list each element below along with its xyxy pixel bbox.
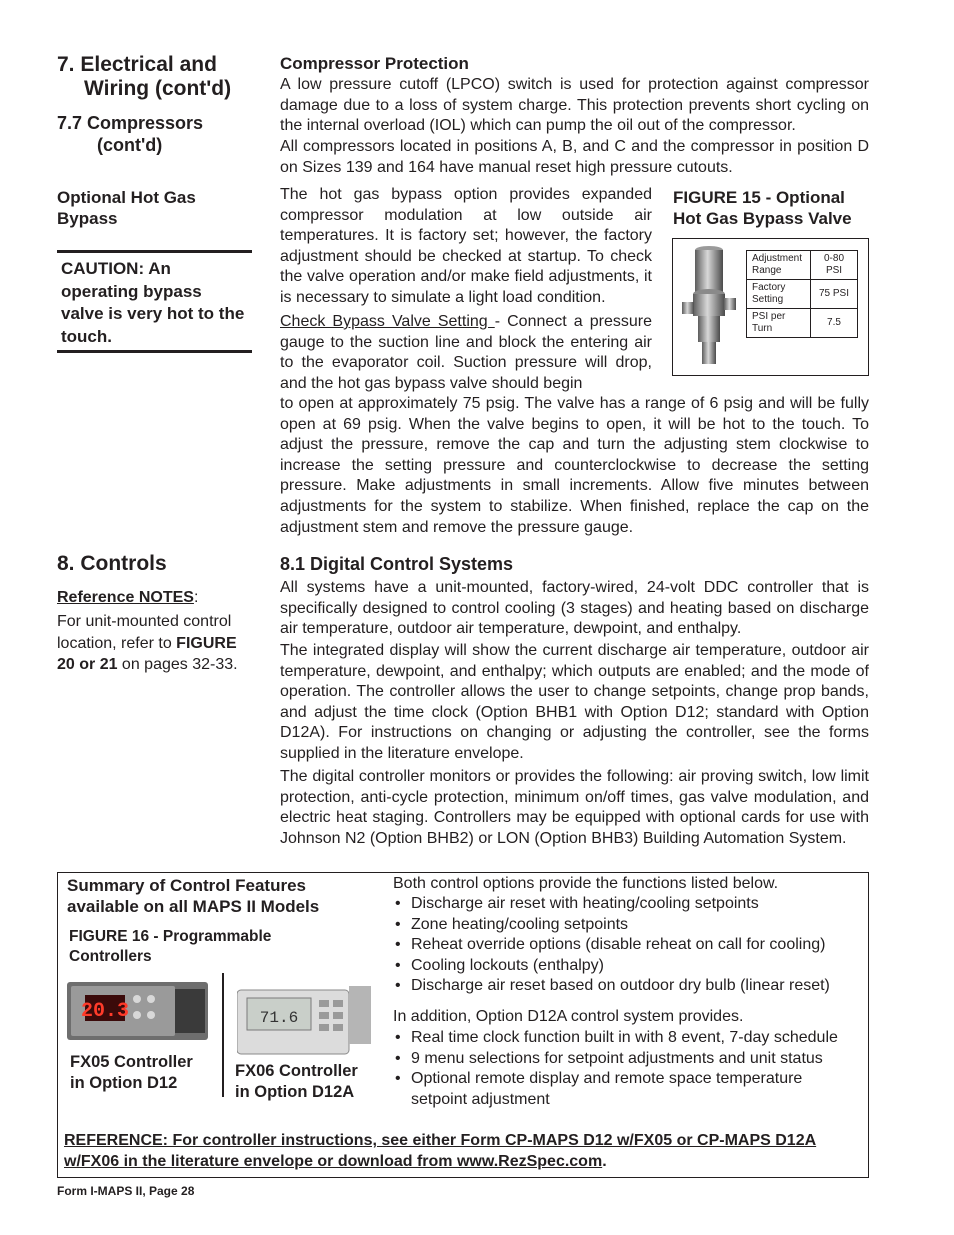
table-row: Adjustment Range 0-80 PSI (747, 251, 858, 280)
list-item: • Cooling lockouts (enthalpy) (393, 956, 863, 977)
d12a-intro: In addition, Option D12A control system provides. (393, 1008, 744, 1025)
list-item: • Zone heating/cooling setpoints (393, 915, 863, 936)
digital-control-para2: The integrated display will show the current discharge air temperature, outdoor air temperature, dewpoint, and enthalpy; which outputs are enabled; and the mode of operation. The controller allows the user to change setpoints, change prop bands, and adjust the time clock (Option BHB1 with Option D12; standard with Option D12A). For instructions on changing or adjusting the controller, see the forms supplied in the literature envelope. (280, 642, 869, 762)
controller-reference: REFERENCE: For controller instructions, see either Form CP-MAPS D12 w/FX05 or CP-MAPS D12A w/FX06 in the literature envelope or download from www.RezSpec.com. (64, 1132, 817, 1170)
caution-bottom-rule (57, 350, 252, 353)
hot-gas-bypass-para: The hot gas bypass option provides expanded compressor modulation at low outside air temperatures. It is factory set; however, the factory adjustment should be checked at startup. To check the valve operation and/or make field adjustments, it is necessary to simulate a light load condition. (280, 186, 652, 306)
rezspec-reference-link[interactable]: REFERENCE: For controller instructions, see either Form CP-MAPS D12 w/FX05 or CP-MAPS D12A w/FX06 in the literature envelope or download from www.RezSpec.com (64, 1132, 817, 1170)
digital-control-para3: The digital controller monitors or provides the following: air proving switch, low limit protection, anti-cycle protection, minimum on/off times, gas valve modulation, and electric heat staging. Controllers may be equipped with optional cards for use with Johnson N2 (Option BHB2) or LON (Option BHB3) Building Automation System. (280, 768, 869, 847)
list-item: • Real time clock function built in with 8 event, 7-day schedule (393, 1028, 853, 1049)
check-bypass-para: Check Bypass Valve Setting - Connect a pressure gauge to the suction line and block the entering air to the evaporator coil. Suction pressure will drop, and the hot gas bypass valve should begin (280, 313, 653, 392)
figure-15-spec-table (746, 250, 858, 338)
figure-15-title: FIGURE 15 - Optional Hot Gas Bypass Valve (673, 188, 852, 228)
digital-control-para1: All systems have a unit-mounted, factory-wired, 24-volt DDC controller that is specifically designed to control cooling (3 stages) and heating based on discharge air temperature, outdoor air temperature, dewpoint, and enthalpy. (280, 579, 869, 638)
fx06-controller-image (237, 982, 373, 1058)
fx06-caption: FX06 Controller in Option D12A (235, 1062, 358, 1101)
fx05-controller-image (67, 979, 208, 1043)
list-item: • Discharge air reset based on outdoor dry bulb (linear reset) (393, 976, 863, 997)
compressor-protection-heading: Compressor Protection (280, 54, 469, 73)
section-8-title: 8. Controls (57, 552, 167, 575)
list-item: • Discharge air reset with heating/cooling setpoints (393, 894, 863, 915)
table-row: Factory Setting 75 PSI (747, 280, 858, 309)
fx06-display-value: 71.6 (259, 1009, 299, 1027)
both-options-list (393, 894, 863, 997)
summary-title: Summary of Control Features available on all MAPS II Models (67, 876, 320, 916)
table-row: PSI per Turn 7.5 (747, 309, 858, 338)
page-footer: Form I-MAPS II, Page 28 (57, 1184, 195, 1198)
compressor-protection-para1: A low pressure cutoff (LPCO) switch is used for protection against compressor damage due to a loss of system charge. This protection prevents short cycling on the internal overload (IOL) which can pump the oil out of the compressor. (280, 76, 869, 135)
figure-16-title: FIGURE 16 - Programmable Controllers (69, 928, 272, 965)
hot-gas-bypass-valve-image (680, 244, 738, 368)
list-item: • Reheat override options (disable reheat on call for cooling) (393, 935, 863, 956)
reference-notes-heading: Reference NOTES: (57, 589, 199, 606)
check-bypass-label: Check Bypass Valve Setting (280, 313, 495, 330)
fx05-display-value: 20.3 (80, 1000, 130, 1023)
check-bypass-para-continued: to open at approximately 75 psig. The valve has a range of 6 psig and will be fully open at 69 psig. When the valve begins to open, it will be hot to the touch. To adjust the pressure, remove the cap and turn the adjusting stem clockwise to increase the setting pressure and counterclockwise to decrease the setting pressure. Make adjustments in small increments. Allow five minutes between adjustments for the system to stabilize. When finished, replace the cap on the adjustment stem and remove the pressure gauge. (280, 395, 869, 536)
caution-top-rule (57, 250, 252, 253)
fx05-caption: FX05 Controller in Option D12 (70, 1053, 193, 1092)
reference-notes-text: For unit-mounted control location, refer to FIGURE 20 or 21 on pages 32-33. (57, 613, 238, 673)
section-7-7-title: 7.7 Compressors (cont'd) (57, 113, 204, 155)
caution-note: CAUTION: An operating bypass valve is very hot to the touch. (61, 259, 245, 346)
both-options-intro: Both control options provide the functions listed below. (393, 875, 779, 892)
hot-gas-bypass-heading: Optional Hot Gas Bypass (57, 188, 196, 228)
section-7-title: 7. Electrical and Wiring (cont'd) (57, 53, 232, 100)
list-item: • Optional remote display and remote space temperature setpoint adjustment (393, 1069, 853, 1110)
figure-16-divider (222, 973, 224, 1097)
list-item: • 9 menu selections for setpoint adjustments and unit status (393, 1049, 853, 1070)
compressor-protection-para2: All compressors located in positions A, B, and C and the compressor in position D on Sizes 139 and 164 have manual reset high pressure cutouts. (280, 138, 869, 176)
digital-control-heading: 8.1 Digital Control Systems (280, 554, 514, 574)
d12a-list (393, 1028, 853, 1110)
